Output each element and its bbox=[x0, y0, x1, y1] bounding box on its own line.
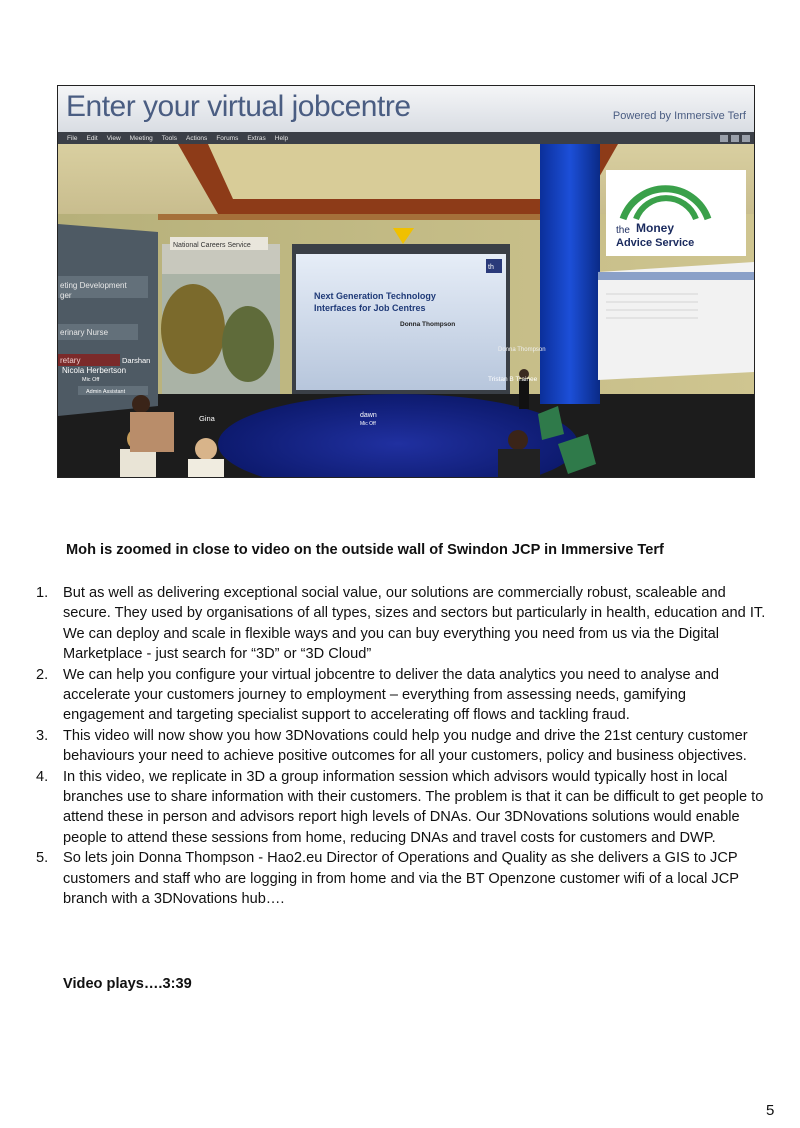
list-item-text: We can help you configure your virtual jobcentre to deliver the data analytics you need to analyse and accelerate your customers journey to employment – everything from assessing needs, gamifying engagement and targeting specialist support to accelerating off flows and tackling fraud. bbox=[63, 666, 720, 724]
list-item-number: 2. bbox=[36, 666, 49, 683]
list-item-number: 5. bbox=[36, 850, 49, 867]
poster-text: Advice Service bbox=[616, 237, 695, 249]
screenshot-title-bar bbox=[58, 86, 754, 132]
list-item-text: So lets join Donna Thompson - Hao2.eu Director of Operations and Quality as she delivers a GIS to JCP customers and staff who are logging in from home and via the BT Openzone customer wifi of a local JCP branch with a 3DNovations hub…. bbox=[63, 850, 739, 908]
menu-forums[interactable]: Forums bbox=[216, 134, 239, 142]
avatar-name-tag: Tristan B Trainee bbox=[488, 376, 538, 383]
board-label: erinary Nurse bbox=[60, 328, 109, 337]
tree bbox=[222, 306, 274, 382]
screenshot-title: Enter your virtual jobcentre bbox=[66, 90, 411, 123]
board-label: retary bbox=[60, 356, 81, 365]
menu-meeting[interactable]: Meeting bbox=[129, 134, 153, 142]
powered-by-label: Powered by Immersive Terf bbox=[612, 110, 746, 122]
list-item bbox=[36, 665, 766, 726]
list-item-number: 1. bbox=[36, 585, 49, 601]
list-item-text: This video will now show you how 3DNovations could help you nudge and drive the 21st century customer behaviours your need to achieve positive outcomes for all your customers, policy and business objectives. bbox=[63, 727, 748, 765]
wall-trim bbox=[158, 214, 578, 220]
ceiling-panel bbox=[208, 144, 588, 199]
screen-presenter: Donna Thompson bbox=[400, 321, 456, 328]
maximize-icon[interactable] bbox=[742, 135, 750, 142]
menu-help[interactable]: Help bbox=[274, 134, 289, 142]
menu-file[interactable]: File bbox=[67, 134, 78, 142]
presenter-avatar bbox=[519, 369, 529, 409]
board-label: Mic Off bbox=[82, 377, 100, 383]
poster-text: Money bbox=[636, 221, 675, 235]
list-item bbox=[36, 583, 766, 665]
tree bbox=[161, 284, 225, 374]
board-label: ger bbox=[60, 291, 72, 300]
list-item bbox=[36, 767, 766, 849]
poster-text: the bbox=[616, 225, 630, 236]
page-number: 5 bbox=[766, 1102, 775, 1119]
slide-caption: Moh is zoomed in close to video on the outside wall of Swindon JCP in Immersive Terf bbox=[66, 542, 664, 558]
app-menu-bar bbox=[58, 132, 754, 144]
virtual-room-scene bbox=[58, 144, 754, 477]
list-item-text: But as well as delivering exceptional social value, our solutions are commercially robust, scaleable and secure. They used by organisations of all types, sizes and sectors but particularly in health, education and IT. We can deploy and scale in flexible ways and you can buy everything you need from us via the Digital Marketplace - just search for “3D” or “3D Cloud” bbox=[63, 585, 766, 663]
menu-tools[interactable]: Tools bbox=[161, 134, 177, 142]
screen-heading-line: Interfaces for Job Centres bbox=[314, 303, 426, 313]
list-item-text: In this video, we replicate in 3D a group information session which advisors would typically host in local branches use to share information with their customers. The problem is that it can be difficult to get people to attend these in person and advisors report high levels of DNAs. Our 3DNovations solutions would enable people to attend these sessions from home, reducing DNAs and travel costs for customers and DWP. bbox=[63, 768, 764, 846]
blue-column bbox=[540, 144, 600, 404]
window-buttons bbox=[720, 135, 750, 142]
spreadsheet-toolbar bbox=[598, 272, 754, 280]
menu-view[interactable]: View bbox=[106, 134, 121, 142]
avatar-name-tag: Donna Thompson bbox=[498, 347, 546, 353]
avatar-name-tag: Gina bbox=[199, 414, 215, 423]
menu-actions[interactable]: Actions bbox=[185, 134, 208, 142]
list-item bbox=[36, 726, 766, 767]
list-item bbox=[36, 848, 766, 909]
avatar-name-tag: dawn bbox=[360, 412, 377, 419]
video-note: Video plays….3:39 bbox=[63, 976, 192, 992]
virtual-jobcentre-screenshot bbox=[57, 85, 755, 478]
board-label: eting Development bbox=[60, 281, 127, 290]
screen-heading-text: Next Generation Technology bbox=[314, 291, 436, 301]
board-label: Darshan bbox=[122, 356, 151, 365]
screen-logo-text: th bbox=[488, 264, 494, 271]
talking-points-list bbox=[36, 583, 766, 910]
menu-extras[interactable]: Extras bbox=[247, 134, 266, 142]
board-label: Admin Assistant bbox=[86, 389, 126, 395]
back-icon[interactable] bbox=[720, 135, 728, 142]
avatar-name-tag: Mic Off bbox=[360, 421, 376, 427]
forward-icon[interactable] bbox=[731, 135, 739, 142]
list-item-number: 3. bbox=[36, 727, 49, 744]
careers-sign-text: National Careers Service bbox=[173, 242, 251, 249]
menu-edit[interactable]: Edit bbox=[86, 134, 98, 142]
board-label: Nicola Herbertson bbox=[62, 366, 127, 375]
list-item-number: 4. bbox=[36, 768, 49, 785]
